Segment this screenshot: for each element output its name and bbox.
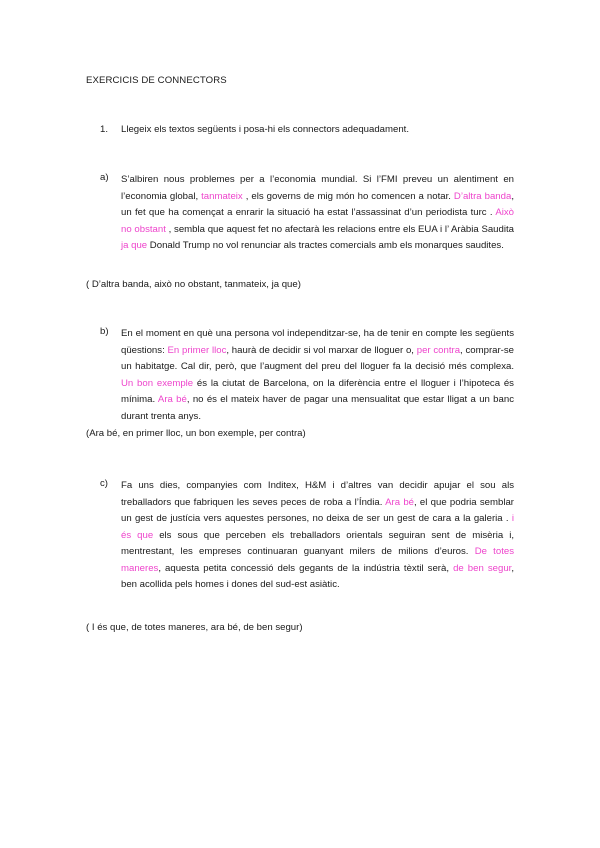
text-segment: els sous que perceben els treballadors orientals seguiran sent de misèria i, mentrestant, les empreses continuaran guanyant milers de milions d’euros. [121,529,514,557]
text-segment: , el que podria semblar un gest de justícia vers aquestes persones, no deixa de ser un gest de cara a la galeria . [121,496,514,524]
page-title: EXERCICIS DE CONNECTORS [86,75,227,86]
connector-highlight: Ara bé [157,394,187,405]
text-segment: Donald Trump no vol renunciar als tractes comercials amb els monarques saudites. [147,240,504,251]
instruction-number: 1. [100,124,109,135]
connector-highlight: De totes maneres [121,546,514,574]
connector-highlight: Ara bé [385,496,414,508]
connector-highlight: per contra [416,344,461,356]
text-segment: , els governs de mig món ho comencen a notar. [242,190,454,202]
text-segment: , ben acollida pels homes i dones del sud-est asiàtic. [121,562,514,590]
instruction [100,124,409,135]
exercise-text [121,326,514,425]
instruction-text: Llegeix els textos següents i posa-hi els connectors adequadament. [121,124,409,135]
exercise-label: c) [100,478,108,489]
text-segment: , aquesta petita concessió dels gegants de la indústria tèxtil serà, [158,562,454,574]
answer-key-b: (Ara bé, en primer lloc, un bon exemple, per contra) [86,428,306,439]
text-segment: , sembla que aquest fet no afectarà les relacions entre els EUA i l’ Aràbia Saudita [165,223,514,235]
connector-highlight: En primer lloc [167,344,227,356]
text-segment: S’albiren nous problemes per a l’economia mundial. Si l’FMI preveu un alentiment en l’economia global, [121,174,514,202]
exercise-label: a) [100,172,109,183]
answer-key-c: ( I és que, de totes maneres, ara bé, de ben segur) [86,622,303,633]
answer-key-a: ( D’altra banda, això no obstant, tanmateix, ja que) [86,279,301,290]
text-segment: En el moment en què una persona vol independitzar-se, ha de tenir en compte les següents qüestions: [121,328,514,356]
connector-highlight: ja que [121,240,148,251]
connector-highlight: D’altra banda [453,190,512,202]
exercise-text [121,172,514,255]
text-segment: , haurà de decidir si vol marxar de lloguer o, [226,344,417,356]
text-segment: , no és el mateix haver de pagar una mensualitat que estar lligat a un banc durant trenta anys. [121,394,514,422]
connector-highlight: de ben segur [453,562,512,574]
exercise-text [121,478,514,594]
exercise-label: b) [100,326,109,337]
exercise-b [100,326,514,425]
text-segment: és la ciutat de Barcelona, on la diferència entre el lloguer i l’hipoteca és mínima. [121,377,514,405]
text-segment: , un fet que ha començat a enrarir la situació ha estat l’assassinat d’un periodista turc . [121,190,514,218]
exercise-a [100,172,514,255]
text-segment: Fa uns dies, companyies com Inditex, H&M i d’altres van decidir apujar el sou als treballadors que fabriquen les seves peces de roba a l’Índia. [121,480,514,508]
text-segment: , comprar-se un habitatge. Cal dir, però, que l’augment del preu del lloguer fa la decisió més complexa. [121,344,514,372]
connector-highlight: Això no obstant [121,207,514,235]
exercise-c [100,478,514,594]
connector-highlight: i és que [121,513,514,541]
connector-highlight: tanmateix [201,190,243,202]
connector-highlight: Un bon exemple [121,377,194,389]
